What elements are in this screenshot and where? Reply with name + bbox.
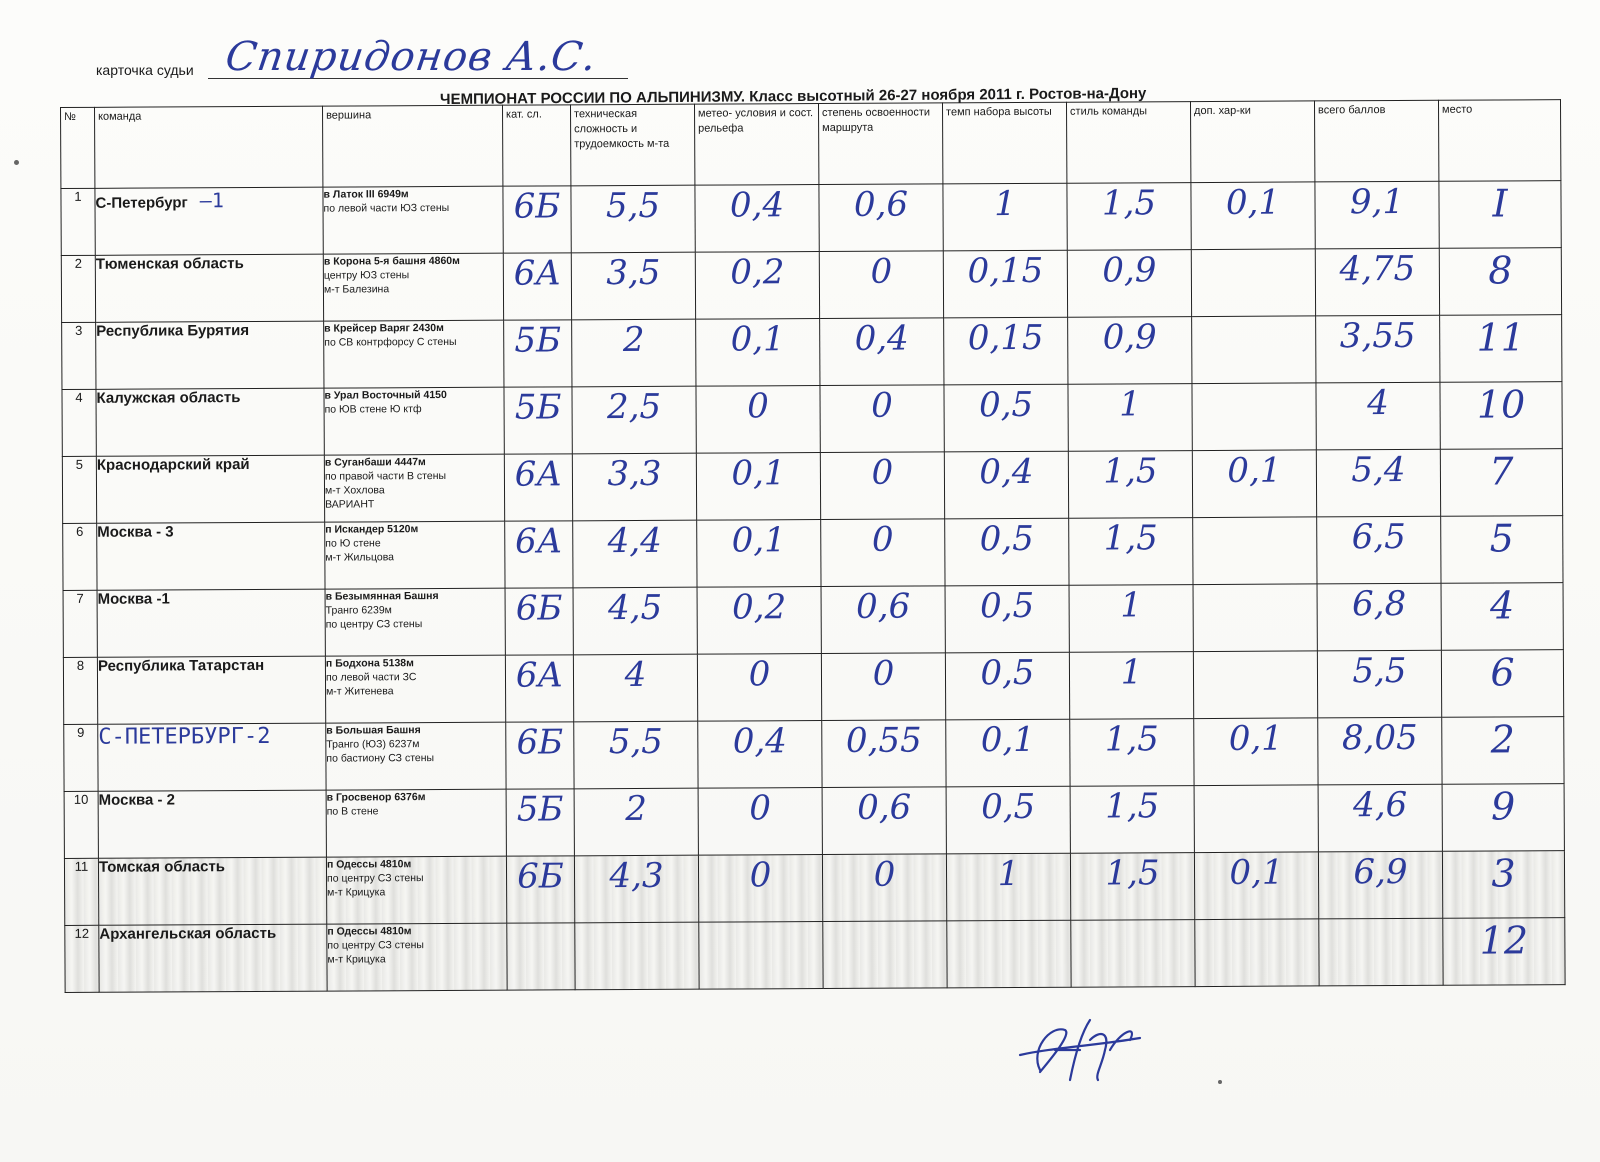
peak-name: в Безымянная Башня [325, 590, 439, 603]
route-line: по правой части В стены [324, 469, 447, 483]
peak-name: п Одессы 4810м [326, 858, 412, 871]
team-name: Архангельская область [99, 924, 277, 943]
total-score: 6,5 [1317, 516, 1441, 584]
place-value: 2 [1442, 717, 1564, 785]
meteo-score: 0 [697, 654, 821, 722]
tempo-score: 0,5 [945, 518, 1069, 586]
place-value: 6 [1441, 650, 1563, 718]
meteo-score: 0,4 [695, 185, 819, 253]
route-line: Транго 6239м [325, 604, 392, 617]
total-score: 3,55 [1316, 315, 1440, 383]
route-cell [324, 387, 504, 455]
table-row [62, 315, 1562, 390]
team-cell [95, 254, 323, 322]
total-score: 5,4 [1316, 449, 1440, 517]
category-score [507, 923, 575, 990]
tempo-score: 0,15 [944, 317, 1068, 385]
meteo-score [699, 922, 823, 990]
extra-score [1192, 383, 1316, 451]
extra-score [1194, 785, 1318, 853]
meteo-score: 0 [698, 855, 822, 923]
category-score: 6А [504, 454, 572, 521]
tempo-score: 0,1 [946, 719, 1070, 787]
row-number: 10 [64, 791, 98, 858]
exploration-score: 0 [819, 251, 943, 319]
row-number: 4 [62, 389, 96, 456]
category-score: 5Б [504, 320, 572, 387]
route-line: ВАРИАНТ [325, 498, 375, 511]
extra-score: 0,1 [1194, 718, 1318, 786]
header-peak: вершина [322, 105, 502, 187]
route-cell [327, 923, 507, 991]
meteo-score: 0,2 [695, 252, 819, 320]
style-score: 1 [1068, 384, 1192, 452]
technical-score: 4,3 [574, 855, 698, 923]
meteo-score: 0,1 [696, 319, 820, 387]
team-name: Тюменская область [95, 255, 244, 273]
meteo-score: 0,2 [697, 587, 821, 655]
extra-score [1191, 249, 1315, 317]
extra-score [1193, 584, 1317, 652]
style-score: 0,9 [1068, 317, 1192, 385]
team-cell [97, 589, 325, 657]
peak-name: в Большая Башня [326, 724, 421, 737]
route-line: м-т Хохлова [324, 484, 385, 497]
category-score: 6Б [503, 186, 571, 253]
header-style: стиль команды [1066, 102, 1190, 184]
place-value: 11 [1440, 315, 1562, 383]
table-row [62, 449, 1562, 524]
peak-name: в Крейсер Варяг 2430м [324, 321, 444, 335]
team-name-handwritten: –1 [187, 188, 224, 213]
style-score: 1,5 [1068, 451, 1192, 519]
team-name: Краснодарский край [96, 456, 250, 474]
signature-icon [1010, 1010, 1150, 1088]
meteo-score: 0,4 [698, 721, 822, 789]
tempo-score: 0,4 [944, 451, 1068, 519]
meteo-score: 0 [696, 386, 820, 454]
technical-score: 2 [574, 788, 698, 856]
header-num: № [61, 107, 95, 188]
peak-name: в Латок III 6949м [323, 188, 409, 201]
technical-score: 3,3 [572, 453, 696, 521]
team-cell [95, 187, 323, 255]
tempo-score: 1 [943, 183, 1067, 251]
category-score: 6Б [506, 856, 574, 923]
route-cell [323, 253, 503, 321]
judge-label: карточка судьи [96, 62, 194, 78]
header-exploration: степень освоенности маршрута [818, 103, 942, 185]
place-value: 9 [1442, 784, 1564, 852]
route-line: по ЮВ стене Ю ктф [324, 403, 422, 416]
table-row [64, 851, 1564, 926]
table-row [63, 583, 1563, 658]
category-score: 5Б [506, 789, 574, 856]
route-line: по центру СЗ стены [325, 618, 423, 631]
route-line: м-т Жильцова [325, 551, 395, 564]
exploration-score: 0 [821, 519, 945, 587]
total-score: 4 [1316, 382, 1440, 450]
results-body [61, 181, 1565, 993]
style-score: 1,5 [1070, 853, 1194, 921]
tempo-score: 0,5 [946, 786, 1070, 854]
technical-score: 2,5 [572, 386, 696, 454]
style-score: 0,9 [1067, 250, 1191, 318]
peak-name: п Одессы 4810м [327, 925, 412, 938]
header-category: кат. сл. [502, 105, 570, 186]
team-cell [98, 790, 326, 858]
peak-name: в Урал Восточный 4150 [324, 388, 447, 402]
style-score: 1,5 [1070, 786, 1194, 854]
header-technical: техническая сложность и трудоемкость м-та [570, 104, 694, 186]
place-value: 12 [1443, 918, 1565, 986]
table-row [61, 181, 1561, 256]
table-row [64, 784, 1564, 859]
team-cell [97, 656, 325, 724]
route-line: м-т Житенева [326, 685, 394, 698]
team-cell [98, 857, 326, 925]
exploration-score: 0,6 [821, 586, 945, 654]
technical-score: 4,4 [573, 520, 697, 588]
place-value: I [1439, 181, 1561, 249]
route-line: по центру СЗ стены [327, 939, 424, 952]
route-cell [324, 320, 504, 388]
scan-speck [14, 160, 19, 165]
technical-score: 5,5 [574, 721, 698, 789]
route-line: по центру СЗ стены [327, 872, 424, 885]
route-line: по левой части ЗС [325, 671, 417, 684]
style-score: 1,5 [1070, 719, 1194, 787]
results-table [60, 99, 1566, 993]
peak-name: в Корона 5-я башня 4860м [323, 254, 460, 268]
extra-score: 0,1 [1192, 450, 1316, 518]
total-score: 9,1 [1315, 181, 1439, 249]
header-extra: доп. хар-ки [1190, 101, 1314, 183]
table-row [64, 717, 1564, 792]
team-name: Калужская область [96, 389, 241, 407]
route-line: Транго (ЮЗ) 6237м [326, 738, 420, 751]
technical-score: 3,5 [571, 252, 695, 320]
table-row [62, 382, 1562, 457]
style-score [1071, 920, 1195, 988]
category-score: 6Б [506, 722, 574, 789]
header-place: место [1438, 100, 1560, 182]
peak-name: п Искандер 5120м [325, 523, 419, 536]
row-number: 5 [62, 456, 96, 523]
tempo-score: 1 [946, 853, 1070, 921]
row-number: 8 [63, 657, 97, 724]
exploration-score: 0 [820, 385, 944, 453]
peak-name: в Суганбаши 4447м [324, 456, 426, 469]
team-name: Москва - 3 [97, 523, 174, 541]
team-cell [97, 522, 325, 590]
category-score: 5Б [504, 387, 572, 454]
exploration-score [823, 921, 947, 989]
exploration-score: 0 [821, 653, 945, 721]
table-header-row [61, 100, 1561, 189]
row-number: 6 [63, 523, 97, 590]
route-line: по левой части ЮЗ стены [323, 201, 450, 215]
technical-score: 4,5 [573, 587, 697, 655]
place-value: 7 [1440, 449, 1562, 517]
tempo-score: 0,5 [945, 585, 1069, 653]
team-cell [96, 321, 324, 389]
team-name: С-Петербург [95, 194, 188, 212]
header-team: команда [95, 106, 323, 188]
team-name: Томская область [98, 858, 226, 876]
extra-score [1195, 919, 1319, 987]
route-line: м-т Крицука [327, 953, 386, 966]
style-score: 1 [1069, 652, 1193, 720]
total-score: 4,6 [1318, 784, 1442, 852]
meteo-score: 0,1 [696, 453, 820, 521]
route-cell [325, 588, 505, 656]
route-line: по бастиону СЗ стены [326, 752, 435, 765]
row-number: 11 [64, 858, 98, 925]
route-line: по СВ контрфорсу С стены [324, 335, 457, 349]
category-score: 6А [505, 521, 573, 588]
team-name-handwritten: С-ПЕТЕРБУРГ-2 [98, 723, 271, 750]
judge-card-header [96, 34, 600, 82]
exploration-score: 0 [822, 854, 946, 922]
peak-name: в Гросвенор 6376м [326, 791, 426, 804]
style-score: 1,5 [1069, 518, 1193, 586]
team-cell [96, 455, 324, 523]
extra-score: 0,1 [1191, 182, 1315, 250]
team-cell [99, 924, 327, 992]
team-cell [98, 723, 326, 791]
page-title: ЧЕМПИОНАТ РОССИИ ПО АЛЬПИНИЗМУ. Класс высотный 26-27 ноября 2011 г. Ростов-на-Дону [439, 84, 1147, 109]
table-row [65, 918, 1565, 993]
total-score: 6,9 [1318, 851, 1442, 919]
style-score: 1,5 [1067, 183, 1191, 251]
scan-speck [1218, 1080, 1222, 1084]
row-number: 7 [63, 590, 97, 657]
technical-score: 2 [572, 319, 696, 387]
route-cell [325, 655, 505, 723]
row-number: 9 [64, 724, 98, 791]
table-row [63, 650, 1563, 725]
route-cell [325, 521, 505, 589]
row-number: 12 [65, 925, 99, 992]
header-tempo: темп набора высоты [942, 102, 1066, 184]
table-row [63, 516, 1563, 591]
total-score: 5,5 [1317, 650, 1441, 718]
team-name: Москва - 2 [98, 791, 176, 809]
technical-score: 5,5 [571, 185, 695, 253]
place-value: 8 [1439, 248, 1561, 316]
team-cell [96, 388, 324, 456]
extra-score [1192, 316, 1316, 384]
route-cell [323, 186, 503, 254]
route-cell [326, 856, 506, 924]
place-value: 10 [1440, 382, 1562, 450]
tempo-score: 0,15 [943, 250, 1067, 318]
tempo-score: 0,5 [945, 652, 1069, 720]
total-score: 6,8 [1317, 583, 1441, 651]
meteo-score: 0,1 [697, 520, 821, 588]
tempo-score [947, 920, 1071, 988]
technical-score: 4 [573, 654, 697, 722]
exploration-score: 0,55 [822, 720, 946, 788]
technical-score [575, 922, 699, 990]
header-total: всего баллов [1314, 100, 1438, 182]
extra-score: 0,1 [1194, 852, 1318, 920]
place-value: 5 [1441, 516, 1563, 584]
extra-score [1193, 651, 1317, 719]
style-score: 1 [1069, 585, 1193, 653]
tempo-score: 0,5 [944, 384, 1068, 452]
meteo-score: 0 [698, 788, 822, 856]
judge-name-handwritten: Спиридонов А.С. [222, 34, 600, 80]
route-line: м-т Крицука [327, 886, 386, 899]
row-number: 1 [61, 188, 95, 255]
team-name: Республика Татарстан [97, 656, 265, 675]
extra-score [1193, 517, 1317, 585]
route-cell [324, 454, 504, 522]
team-name: Республика Бурятия [96, 322, 250, 340]
route-line: м-т Балезина [323, 283, 390, 296]
exploration-score: 0 [820, 452, 944, 520]
table-row [61, 248, 1561, 323]
place-value: 4 [1441, 583, 1563, 651]
total-score: 4,75 [1315, 248, 1439, 316]
total-score: 8,05 [1318, 717, 1442, 785]
exploration-score: 0,4 [820, 318, 944, 386]
route-line: центру ЮЗ стены [323, 269, 410, 282]
route-line: по В стене [326, 805, 379, 818]
peak-name: п Бодхона 5138м [325, 657, 414, 670]
route-cell [326, 789, 506, 857]
header-meteo: метео- условия и сост. рельефа [694, 104, 818, 186]
route-cell [326, 722, 506, 790]
category-score: 6А [505, 655, 573, 722]
row-number: 3 [62, 322, 96, 389]
team-name: Москва -1 [97, 590, 170, 608]
exploration-score: 0,6 [822, 787, 946, 855]
category-score: 6Б [505, 588, 573, 655]
category-score: 6А [503, 253, 571, 320]
exploration-score: 0,6 [819, 184, 943, 252]
route-line: по Ю стене [325, 537, 381, 550]
place-value: 3 [1442, 851, 1564, 919]
total-score [1319, 918, 1443, 986]
row-number: 2 [61, 255, 95, 322]
